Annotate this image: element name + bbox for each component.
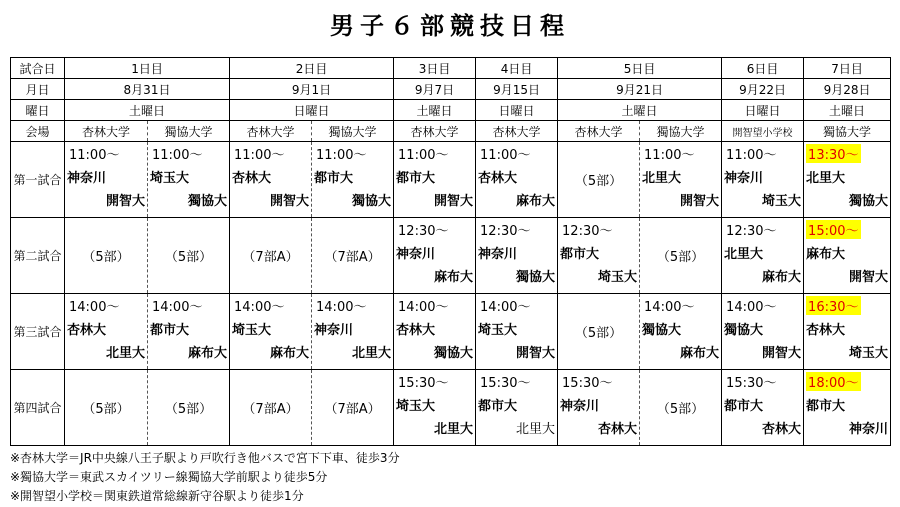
venue-cell: 杏林大学	[394, 121, 476, 142]
team-away: 麻布大	[516, 194, 556, 209]
match-cell	[148, 218, 230, 294]
match-time: 15:30〜	[398, 376, 449, 391]
division-note: （5部）	[82, 250, 130, 265]
team-home: 都市大	[150, 323, 190, 338]
venue-cell: 獨協大学	[804, 121, 891, 142]
match-cell	[640, 218, 722, 294]
match-time: 11:00〜	[480, 148, 531, 163]
match-cell	[394, 142, 476, 218]
note-dokkyo: ※獨協大学＝東武スカイツリー線獨協大学前駅より徒歩5分	[10, 470, 328, 484]
match-cell-content	[312, 370, 393, 445]
match-cell-content	[476, 294, 557, 369]
match-cell-content	[230, 370, 311, 445]
division-note: （5部）	[574, 326, 623, 341]
match-cell-content	[65, 142, 147, 217]
match-cell-content	[804, 142, 890, 217]
match-time: 14:00〜	[234, 300, 285, 315]
match-cell	[804, 294, 891, 370]
team-home: 杏林大	[478, 171, 518, 186]
weekday-cell: 日曜日	[476, 100, 558, 121]
match-cell-content	[148, 370, 229, 445]
team-home: 獨協大	[642, 323, 682, 338]
team-away: 麻布大	[680, 346, 720, 361]
match-time: 14:00〜	[316, 300, 367, 315]
team-home: 獨協大	[724, 323, 764, 338]
team-away: 北里大	[105, 346, 145, 361]
match-cell	[65, 218, 148, 294]
match-cell-content	[476, 142, 557, 217]
team-away: 埼玉大	[762, 194, 802, 209]
match-cell-content	[148, 218, 229, 293]
team-home: 都市大	[396, 171, 436, 186]
match-cell-content	[722, 294, 803, 369]
date-cell: 9月15日	[476, 79, 558, 100]
team-away: 獨協大	[352, 194, 392, 209]
match-cell	[558, 294, 640, 370]
match-cell	[312, 294, 394, 370]
team-away: 麻布大	[188, 346, 228, 361]
match-cell	[230, 218, 312, 294]
team-away: 開智大	[849, 270, 889, 285]
match-cell-content	[476, 218, 557, 293]
match-time: 11:00〜	[316, 148, 367, 163]
match-cell	[476, 370, 558, 446]
day-cell: 3日目	[394, 58, 476, 79]
match-cell-content	[230, 294, 311, 369]
division-note: （7部A）	[324, 250, 381, 265]
team-home: 杏林大	[67, 323, 107, 338]
match-cell-content	[804, 294, 890, 369]
match-slot-row	[11, 370, 891, 446]
team-home: 神奈川	[478, 247, 518, 262]
weekday-row	[11, 100, 891, 121]
team-home: 埼玉大	[150, 171, 190, 186]
match-slot-row	[11, 142, 891, 218]
day-label: 試合日	[11, 58, 65, 79]
schedule-table	[10, 57, 891, 446]
team-away: 杏林大	[762, 422, 802, 437]
slot-label: 第三試合	[11, 294, 65, 370]
match-time: 15:30〜	[480, 376, 531, 391]
division-note: （5部）	[656, 250, 705, 265]
division-note: （5部）	[574, 174, 623, 189]
match-cell	[65, 142, 148, 218]
match-cell	[640, 142, 722, 218]
match-cell-content	[312, 294, 393, 369]
match-cell	[640, 294, 722, 370]
match-cell-content	[65, 218, 147, 293]
team-away: 開智大	[105, 194, 145, 209]
match-cell	[558, 218, 640, 294]
venue-cell: 杏林大学	[476, 121, 558, 142]
match-cell-content	[640, 142, 721, 217]
venue-cell: 杏林大学	[230, 121, 312, 142]
match-slot-row	[11, 218, 891, 294]
match-cell	[558, 370, 640, 446]
match-cell	[394, 370, 476, 446]
match-cell-content	[394, 294, 475, 369]
slot-label: 第二試合	[11, 218, 65, 294]
team-away: 獨協大	[434, 346, 474, 361]
date-cell: 8月31日	[65, 79, 230, 100]
match-cell	[476, 142, 558, 218]
match-cell	[230, 294, 312, 370]
venue-cell: 獨協大学	[312, 121, 394, 142]
match-cell	[394, 294, 476, 370]
match-time: 13:30〜	[806, 144, 860, 163]
match-cell-content	[640, 294, 721, 369]
date-cell: 9月7日	[394, 79, 476, 100]
match-cell	[804, 142, 891, 218]
match-cell	[148, 294, 230, 370]
match-cell	[148, 370, 230, 446]
match-cell	[394, 218, 476, 294]
day-cell: 6日目	[722, 58, 804, 79]
match-cell	[65, 294, 148, 370]
division-note: （5部）	[656, 402, 705, 417]
match-time: 11:00〜	[69, 148, 120, 163]
team-home: 麻布大	[806, 247, 846, 262]
match-cell-content	[722, 142, 803, 217]
match-cell-content	[230, 218, 311, 293]
match-cell-content	[394, 142, 475, 217]
match-cell-content	[558, 370, 639, 445]
match-cell-content	[558, 142, 639, 217]
team-home: 北里大	[642, 171, 682, 186]
match-time: 12:30〜	[562, 224, 613, 239]
team-away: 北里大	[516, 422, 556, 437]
team-home: 都市大	[560, 247, 600, 262]
match-time: 16:30〜	[806, 296, 860, 315]
slot-label: 第四試合	[11, 370, 65, 446]
match-cell	[230, 370, 312, 446]
match-time: 15:30〜	[562, 376, 613, 391]
match-time: 14:00〜	[152, 300, 203, 315]
team-away: 獨協大	[516, 270, 556, 285]
slot-label: 第一試合	[11, 142, 65, 218]
weekday-cell: 土曜日	[65, 100, 230, 121]
team-away: 開智大	[434, 194, 474, 209]
team-home: 都市大	[806, 399, 846, 414]
match-cell-content	[804, 218, 890, 293]
match-cell	[804, 218, 891, 294]
match-cell-content	[558, 218, 639, 293]
match-time: 12:30〜	[398, 224, 449, 239]
match-time: 11:00〜	[234, 148, 285, 163]
team-away: 麻布大	[434, 270, 474, 285]
date-cell: 9月1日	[230, 79, 394, 100]
match-cell-content	[312, 142, 393, 217]
match-time: 14:00〜	[726, 300, 777, 315]
team-away: 北里大	[434, 422, 474, 437]
match-cell-content	[640, 370, 721, 445]
date-cell: 9月21日	[558, 79, 722, 100]
team-away: 開智大	[270, 194, 310, 209]
weekday-cell: 土曜日	[558, 100, 722, 121]
match-cell	[65, 370, 148, 446]
match-cell-content	[722, 218, 803, 293]
team-away: 開智大	[680, 194, 720, 209]
team-home: 埼玉大	[478, 323, 518, 338]
day-cell: 1日目	[65, 58, 230, 79]
day-cell: 7日目	[804, 58, 891, 79]
match-time: 14:00〜	[644, 300, 695, 315]
note-kyorin: ※杏林大学＝JR中央線八王子駅より戸吹行き他バスで宮下下車、徒歩3分	[10, 451, 400, 465]
team-away: 杏林大	[598, 422, 638, 437]
team-away: 埼玉大	[849, 346, 889, 361]
venue-row	[11, 121, 891, 142]
match-cell-content	[312, 218, 393, 293]
match-time: 15:00〜	[806, 220, 860, 239]
team-home: 埼玉大	[232, 323, 272, 338]
team-home: 杏林大	[232, 171, 272, 186]
day-cell: 4日目	[476, 58, 558, 79]
day-row	[11, 58, 891, 79]
match-time: 11:00〜	[726, 148, 777, 163]
match-cell	[722, 218, 804, 294]
match-cell-content	[394, 370, 475, 445]
match-cell	[722, 294, 804, 370]
match-cell-content	[476, 370, 557, 445]
match-cell-content	[640, 218, 721, 293]
match-cell-content	[804, 370, 890, 445]
venue-cell: 獨協大学	[640, 121, 722, 142]
match-slot-row	[11, 294, 891, 370]
match-cell	[312, 142, 394, 218]
match-cell	[312, 218, 394, 294]
match-cell-content	[722, 370, 803, 445]
match-time: 18:00〜	[806, 372, 860, 391]
team-home: 埼玉大	[396, 399, 436, 414]
team-away: 北里大	[352, 346, 392, 361]
date-cell: 9月28日	[804, 79, 891, 100]
team-home: 杏林大	[806, 323, 846, 338]
match-cell	[804, 370, 891, 446]
division-note: （5部）	[82, 402, 130, 417]
match-cell-content	[394, 218, 475, 293]
team-away: 埼玉大	[598, 270, 638, 285]
team-home: 神奈川	[396, 247, 436, 262]
match-cell-content	[148, 294, 229, 369]
division-note: （7部A）	[242, 250, 299, 265]
match-time: 14:00〜	[398, 300, 449, 315]
day-cell: 5日目	[558, 58, 722, 79]
team-home: 北里大	[806, 171, 846, 186]
match-cell	[476, 218, 558, 294]
match-cell-content	[230, 142, 311, 217]
match-cell	[148, 142, 230, 218]
match-cell	[312, 370, 394, 446]
match-cell	[230, 142, 312, 218]
match-cell-content	[558, 294, 639, 369]
day-cell: 2日目	[230, 58, 394, 79]
match-cell	[722, 370, 804, 446]
match-time: 14:00〜	[69, 300, 120, 315]
team-away: 獨協大	[849, 194, 889, 209]
weekday-cell: 土曜日	[394, 100, 476, 121]
match-cell-content	[65, 294, 147, 369]
match-cell	[722, 142, 804, 218]
match-cell	[476, 294, 558, 370]
team-away: 麻布大	[762, 270, 802, 285]
match-cell-content	[65, 370, 147, 445]
team-away: 開智大	[762, 346, 802, 361]
match-time: 14:00〜	[480, 300, 531, 315]
page-title: 男子６部競技日程	[330, 12, 570, 40]
venue-cell: 杏林大学	[558, 121, 640, 142]
venue-label: 会場	[11, 121, 65, 142]
weekday-label: 曜日	[11, 100, 65, 121]
match-time: 15:30〜	[726, 376, 777, 391]
division-note: （5部）	[164, 250, 213, 265]
venue-cell: 開智望小学校	[722, 121, 804, 142]
team-home: 神奈川	[67, 171, 107, 186]
team-home: 都市大	[724, 399, 764, 414]
team-away: 麻布大	[270, 346, 310, 361]
team-home: 神奈川	[314, 323, 354, 338]
date-row	[11, 79, 891, 100]
match-time: 11:00〜	[398, 148, 449, 163]
match-time: 12:30〜	[480, 224, 531, 239]
weekday-cell: 土曜日	[804, 100, 891, 121]
venue-cell: 杏林大学	[65, 121, 148, 142]
date-label: 月日	[11, 79, 65, 100]
team-away: 神奈川	[849, 422, 889, 437]
team-away: 獨協大	[188, 194, 228, 209]
match-cell	[558, 142, 640, 218]
date-cell: 9月22日	[722, 79, 804, 100]
division-note: （7部A）	[242, 402, 299, 417]
match-time: 12:30〜	[726, 224, 777, 239]
division-note: （7部A）	[324, 402, 381, 417]
division-note: （5部）	[164, 402, 213, 417]
match-time: 11:00〜	[644, 148, 695, 163]
weekday-cell: 日曜日	[230, 100, 394, 121]
team-home: 都市大	[478, 399, 518, 414]
match-time: 11:00〜	[152, 148, 203, 163]
venue-cell: 獨協大学	[148, 121, 230, 142]
weekday-cell: 日曜日	[722, 100, 804, 121]
note-kaichi: ※開智望小学校＝関東鉄道常総線新守谷駅より徒歩1分	[10, 489, 304, 503]
team-home: 神奈川	[560, 399, 600, 414]
team-home: 神奈川	[724, 171, 764, 186]
team-away: 開智大	[516, 346, 556, 361]
match-cell	[640, 370, 722, 446]
match-cell-content	[148, 142, 229, 217]
team-home: 北里大	[724, 247, 764, 262]
team-home: 都市大	[314, 171, 354, 186]
team-home: 杏林大	[396, 323, 436, 338]
